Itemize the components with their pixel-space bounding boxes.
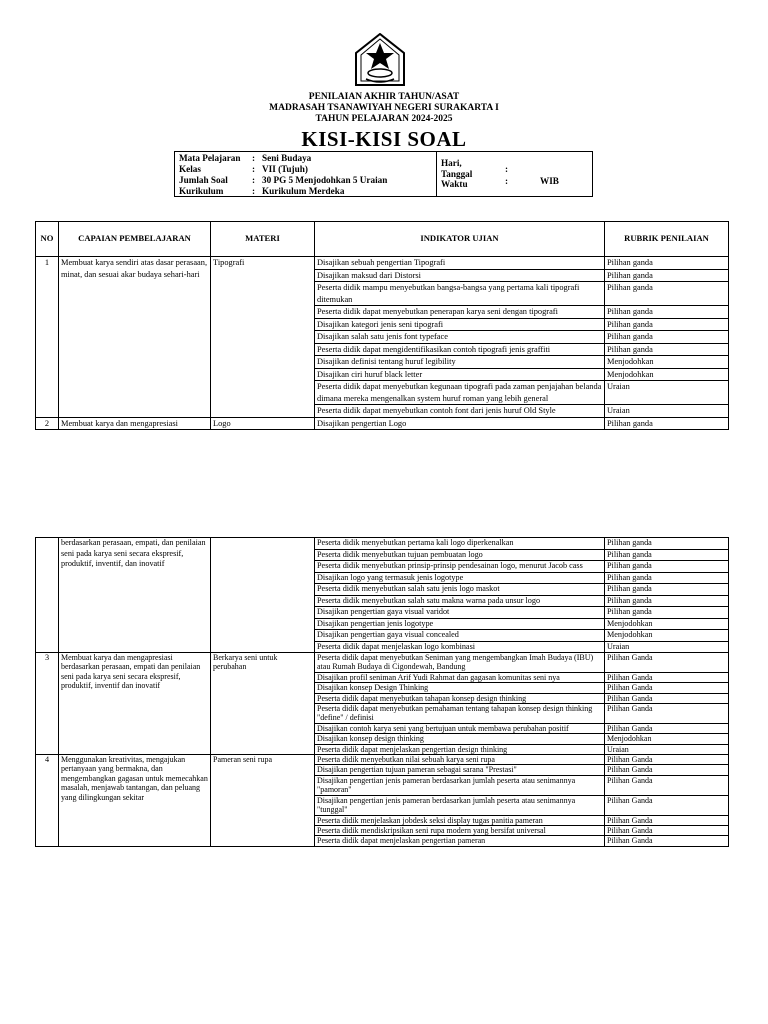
indikator-cell: Disajikan sebuah pengertian Tipografi xyxy=(315,257,605,270)
rubrik-cell: Uraian xyxy=(605,641,729,653)
table-row xyxy=(36,653,729,673)
capaian-cell: Membuat karya dan mengapresiasi xyxy=(59,417,211,430)
indikator-cell: Peserta didik dapat menyebutkan penerapan karya seni dengan tipografi xyxy=(315,306,605,319)
rubrik-cell: Pilihan Ganda xyxy=(605,683,729,693)
rubrik-cell: Pilihan ganda xyxy=(605,318,729,331)
rubrik-cell: Pilihan Ganda xyxy=(605,755,729,765)
indikator-cell: Peserta didik menyebutkan pertama kali logo diperkenalkan xyxy=(315,538,605,550)
rubrik-cell: Pilihan ganda xyxy=(605,607,729,619)
indikator-cell: Disajikan konsep design thinking xyxy=(315,734,605,744)
capaian-cell: Menggunakan kreativitas, mengajukan pertanyaan yang bermakna, dan mengembangkan gagasan untuk memecahkan masalah, menjawab tantangan, dan peluang yang dilingkungan sekitar xyxy=(59,755,211,847)
header-capaian: CAPAIAN PEMBELAJARAN xyxy=(59,222,211,257)
indikator-cell: Disajikan pengertian tujuan pameran sebagai sarana "Prestasi" xyxy=(315,765,605,775)
header-rubrik: RUBRIK PENILAIAN xyxy=(605,222,729,257)
rubrik-cell: Menjodohkan xyxy=(605,368,729,381)
rubrik-cell: Uraian xyxy=(605,744,729,754)
rubrik-cell: Pilihan ganda xyxy=(605,306,729,319)
indikator-cell: Peserta didik menyebutkan salah satu jenis logo maskot xyxy=(315,584,605,596)
indikator-cell: Disajikan pengertian gaya visual varidot xyxy=(315,607,605,619)
indikator-cell: Disajikan maksud dari Distorsi xyxy=(315,269,605,282)
capaian-cell: berdasarkan perasaan, empati, dan penilaian seni pada karya seni secara ekspresif, produktif, inventif, dan inovatif xyxy=(59,538,211,653)
rubrik-cell: Pilihan Ganda xyxy=(605,693,729,703)
table-row xyxy=(36,257,729,270)
indikator-cell: Disajikan pengertian Logo xyxy=(315,417,605,430)
info-wib: WIB xyxy=(540,176,559,186)
indikator-cell: Peserta didik menjelaskan jobdesk seksi display tugas panitia pameran xyxy=(315,815,605,825)
indikator-cell: Disajikan definisi tentang huruf legibility xyxy=(315,356,605,369)
indikator-cell: Disajikan pengertian jenis pameran berdasarkan jumlah peserta atau senimannya "pamoran" xyxy=(315,775,605,795)
indikator-cell: Peserta didik dapat menyebutkan kegunaan tipografi pada zaman penjajahan belanda dimana mereka mengenalkan system huruf roman yang lebih general xyxy=(315,381,605,405)
indikator-cell: Peserta didik dapat menyebutkan Seniman yang mengembangkan Imah Budaya (IBU) atau Rumah Budaya di Cigondewah, Bandung xyxy=(315,653,605,673)
rubrik-cell: Uraian xyxy=(605,405,729,418)
rubrik-cell: Pilihan Ganda xyxy=(605,836,729,846)
info-kurikulum: Kurikulum : Kurikulum Merdeka xyxy=(179,186,345,196)
info-jumlah-soal: Jumlah Soal : 30 PG 5 Menjodohkan 5 Uraian xyxy=(179,175,388,185)
row-number: 3 xyxy=(36,653,59,755)
rubrik-cell: Pilihan ganda xyxy=(605,343,729,356)
rubrik-cell: Pilihan Ganda xyxy=(605,795,729,815)
info-waktu-sep: : xyxy=(505,176,509,186)
table-row xyxy=(36,538,729,550)
materi-cell xyxy=(211,538,315,653)
rubrik-cell: Pilihan Ganda xyxy=(605,672,729,682)
indikator-cell: Disajikan konsep Design Thinking xyxy=(315,683,605,693)
rubrik-cell: Menjodohkan xyxy=(605,630,729,642)
rubrik-cell: Pilihan ganda xyxy=(605,417,729,430)
rubrik-cell: Pilihan Ganda xyxy=(605,765,729,775)
indikator-cell: Peserta didik dapat menyebutkan tahapan konsep design thinking xyxy=(315,693,605,703)
header-line-1: PENILAIAN AKHIR TAHUN/ASAT xyxy=(308,92,460,102)
indikator-cell: Disajikan pengertian jenis pameran berdasarkan jumlah peserta atau senimannya "tunggal" xyxy=(315,795,605,815)
info-divider xyxy=(436,152,437,196)
header-indikator: INDIKATOR UJIAN xyxy=(315,222,605,257)
row-number: 2 xyxy=(36,417,59,430)
rubrik-cell: Pilihan ganda xyxy=(605,257,729,270)
header-no: NO xyxy=(36,222,59,257)
indikator-cell: Disajikan pengertian jenis logotype xyxy=(315,618,605,630)
rubrik-cell: Pilihan ganda xyxy=(605,549,729,561)
info-tanggal-sep: : xyxy=(505,164,509,174)
rubrik-cell: Pilihan ganda xyxy=(605,595,729,607)
indikator-cell: Peserta didik mendiskripsikan seni rupa modern yang bersifat universal xyxy=(315,825,605,835)
indikator-cell: Peserta didik dapat menyebutkan contoh font dari jenis huruf Old Style xyxy=(315,405,605,418)
indikator-cell: Peserta didik menyebutkan salah satu makna warna pada unsur logo xyxy=(315,595,605,607)
indikator-cell: Peserta didik mampu menyebutkan bangsa-bangsa yang pertama kali tipografi ditemukan xyxy=(315,282,605,306)
indikator-cell: Disajikan profil seniman Arif Yudi Rahmat dan gagasan komunitas seni nya xyxy=(315,672,605,682)
rubrik-cell: Uraian xyxy=(605,381,729,405)
info-hari-label: Hari, xyxy=(441,158,462,168)
rubrik-cell: Menjodohkan xyxy=(605,356,729,369)
indikator-cell: Peserta didik dapat menyebutkan pemahaman tentang tahapan konsep design thinking "define" / definisi xyxy=(315,704,605,724)
rubrik-cell: Pilihan ganda xyxy=(605,269,729,282)
rubrik-cell: Menjodohkan xyxy=(605,734,729,744)
materi-cell: Tipografi xyxy=(211,257,315,418)
kisi-kisi-table-page-1 xyxy=(35,221,729,430)
rubrik-cell: Pilihan Ganda xyxy=(605,704,729,724)
header-line-3: TAHUN PELAJARAN 2024-2025 xyxy=(315,114,453,124)
capaian-cell: Membuat karya dan mengapresiasi berdasarkan perasaan, empati dan penilaian seni pada karya seni secara ekspresif, produktif, inventif dan inovatif xyxy=(59,653,211,755)
rubrik-cell: Pilihan Ganda xyxy=(605,653,729,673)
rubrik-cell: Pilihan ganda xyxy=(605,561,729,573)
info-box xyxy=(174,151,593,197)
header-materi: MATERI xyxy=(211,222,315,257)
indikator-cell: Disajikan kategori jenis seni tipografi xyxy=(315,318,605,331)
rubrik-cell: Pilihan Ganda xyxy=(605,825,729,835)
materi-cell: Berkarya seni untuk perubahan xyxy=(211,653,315,755)
header-line-2: MADRASAH TSANAWIYAH NEGERI SURAKARTA I xyxy=(269,103,499,113)
indikator-cell: Disajikan ciri huruf black letter xyxy=(315,368,605,381)
indikator-cell: Peserta didik dapat mengidentifikasikan contoh tipografi jenis graffiti xyxy=(315,343,605,356)
table-row xyxy=(36,755,729,765)
rubrik-cell: Pilihan Ganda xyxy=(605,775,729,795)
rubrik-cell: Pilihan ganda xyxy=(605,584,729,596)
indikator-cell: Peserta didik dapat menjelaskan pengertian pameran xyxy=(315,836,605,846)
indikator-cell: Peserta didik menyebutkan nilai sebuah karya seni rupa xyxy=(315,755,605,765)
row-number: 4 xyxy=(36,755,59,847)
rubrik-cell: Pilihan ganda xyxy=(605,282,729,306)
table-row xyxy=(36,417,729,430)
indikator-cell: Disajikan salah satu jenis font typeface xyxy=(315,331,605,344)
indikator-cell: Peserta didik menyebutkan tujuan pembuatan logo xyxy=(315,549,605,561)
capaian-cell: Membuat karya sendiri atas dasar perasaan, minat, dan sesuai akar budaya sehari-hari xyxy=(59,257,211,418)
info-tanggal-label: Tanggal xyxy=(441,169,473,179)
info-kelas: Kelas : VII (Tujuh) xyxy=(179,164,308,174)
page-title: KISI-KISI SOAL xyxy=(301,127,467,151)
indikator-cell: Peserta didik menyebutkan prinsip-prinsip pendesainan logo, menurut Jacob cass xyxy=(315,561,605,573)
indikator-cell: Disajikan contoh karya seni yang bertujuan untuk membawa perubahan positif xyxy=(315,723,605,733)
rubrik-cell: Pilihan ganda xyxy=(605,572,729,584)
rubrik-cell: Pilihan ganda xyxy=(605,331,729,344)
indikator-cell: Peserta didik dapat menjelaskan logo kombinasi xyxy=(315,641,605,653)
row-number xyxy=(36,538,59,653)
rubrik-cell: Pilihan ganda xyxy=(605,538,729,550)
materi-cell: Logo xyxy=(211,417,315,430)
info-mapel: Mata Pelajaran : Seni Budaya xyxy=(179,153,312,163)
kisi-kisi-table-page-2 xyxy=(35,537,729,847)
indikator-cell: Peserta didik dapat menjelaskan pengertian design thinking xyxy=(315,744,605,754)
materi-cell: Pameran seni rupa xyxy=(211,755,315,847)
rubrik-cell: Pilihan Ganda xyxy=(605,815,729,825)
indikator-cell: Disajikan pengertian gaya visual concealed xyxy=(315,630,605,642)
info-waktu-label: Waktu xyxy=(441,179,468,189)
rubrik-cell: Menjodohkan xyxy=(605,618,729,630)
rubrik-cell: Pilihan Ganda xyxy=(605,723,729,733)
madrasah-emblem-logo xyxy=(354,33,406,89)
indikator-cell: Disajikan logo yang termasuk jenis logotype xyxy=(315,572,605,584)
row-number: 1 xyxy=(36,257,59,418)
